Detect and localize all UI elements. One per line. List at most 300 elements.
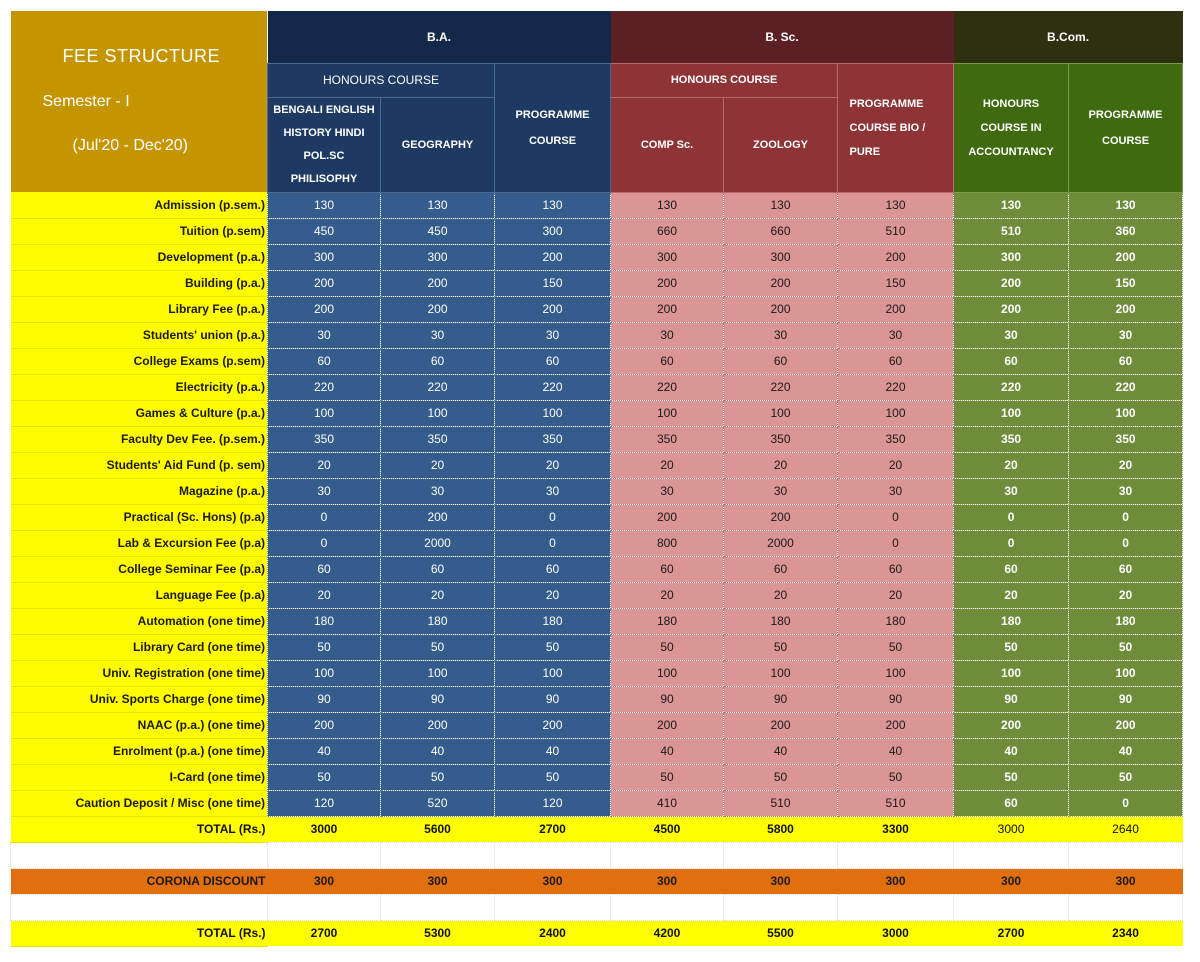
fee-cell: 220 [495, 374, 611, 400]
fee-cell: 20 [838, 452, 954, 478]
semester-label: Semester - I [42, 93, 130, 110]
spacer-cell [611, 842, 724, 868]
fee-cell: 60 [268, 348, 381, 374]
spacer-cell [268, 894, 381, 920]
fee-cell: 90 [954, 686, 1069, 712]
fee-cell: 30 [1069, 478, 1183, 504]
fee-cell: 200 [838, 296, 954, 322]
bsc-programme-text: PROGRAMME COURSE BIO / PURE [849, 97, 926, 158]
fee-cell: 50 [381, 634, 495, 660]
fee-cell: 200 [268, 270, 381, 296]
fee-cell: 20 [838, 582, 954, 608]
fee-cell: 660 [724, 218, 838, 244]
fee-cell: 100 [954, 660, 1069, 686]
fee-row [11, 608, 1183, 634]
fee-cell: 30 [838, 478, 954, 504]
fee-cell: 50 [268, 634, 381, 660]
final-total-row-cell: 4200 [611, 920, 724, 946]
fee-row [11, 218, 1183, 244]
fee-cell: 200 [954, 296, 1069, 322]
fee-cell: 0 [495, 530, 611, 556]
fee-row-label: Lab & Excursion Fee (p.a) [11, 530, 268, 556]
fee-cell: 180 [611, 608, 724, 634]
fee-cell: 40 [1069, 738, 1183, 764]
total-row-cell: 2700 [495, 816, 611, 842]
fee-cell: 200 [611, 712, 724, 738]
fee-row [11, 244, 1183, 270]
fee-cell: 350 [1069, 426, 1183, 452]
fee-row-label: Magazine (p.a.) [11, 478, 268, 504]
fee-cell: 510 [838, 218, 954, 244]
fee-cell: 220 [611, 374, 724, 400]
bsc-honours-header: HONOURS COURSE [611, 63, 838, 97]
fee-cell: 50 [1069, 634, 1183, 660]
fee-row-label: Faculty Dev Fee. (p.sem.) [11, 426, 268, 452]
fee-cell: 200 [724, 270, 838, 296]
fee-cell: 30 [495, 478, 611, 504]
fee-cell: 40 [611, 738, 724, 764]
fee-cell: 510 [954, 218, 1069, 244]
fee-cell: 100 [838, 400, 954, 426]
fee-cell: 20 [724, 582, 838, 608]
fee-cell: 20 [724, 452, 838, 478]
fee-cell: 130 [838, 192, 954, 218]
discount-row-cell: 300 [1069, 868, 1183, 894]
discount-row [11, 868, 1183, 894]
fee-cell: 100 [268, 660, 381, 686]
fee-cell: 300 [611, 244, 724, 270]
fee-cell: 20 [495, 452, 611, 478]
fee-row-label: Development (p.a.) [11, 244, 268, 270]
fee-cell: 0 [838, 504, 954, 530]
fee-cell: 410 [611, 790, 724, 816]
fee-cell: 300 [495, 218, 611, 244]
fee-cell: 20 [954, 452, 1069, 478]
fee-cell: 20 [495, 582, 611, 608]
fee-cell: 40 [268, 738, 381, 764]
final-total-row-cell: 5300 [381, 920, 495, 946]
spacer-cell [1069, 894, 1183, 920]
fee-cell: 50 [495, 634, 611, 660]
fee-row [11, 478, 1183, 504]
spacer-cell [611, 894, 724, 920]
total-row-cell: 5800 [724, 816, 838, 842]
fee-cell: 100 [1069, 660, 1183, 686]
final-total-row-cell: 2700 [954, 920, 1069, 946]
fee-cell: 130 [381, 192, 495, 218]
spacer-cell [724, 842, 838, 868]
bcom-programme-header [1069, 63, 1183, 192]
fee-cell: 0 [268, 530, 381, 556]
fee-cell: 30 [268, 322, 381, 348]
fee-cell: 30 [838, 322, 954, 348]
fee-cell: 100 [611, 400, 724, 426]
fee-cell: 350 [495, 426, 611, 452]
fee-cell: 180 [954, 608, 1069, 634]
title-block [11, 11, 268, 192]
total-row-cell: 3000 [268, 816, 381, 842]
final-total-row-cell: 2340 [1069, 920, 1183, 946]
fee-cell: 0 [838, 530, 954, 556]
fee-cell: 40 [838, 738, 954, 764]
fee-cell: 50 [724, 634, 838, 660]
spacer-cell [724, 894, 838, 920]
fee-cell: 40 [495, 738, 611, 764]
title-heading: FEE STRUCTURE [62, 46, 221, 66]
fee-cell: 100 [381, 400, 495, 426]
fee-cell: 350 [381, 426, 495, 452]
bcom-honours-text: HONOURS COURSE IN ACCOUNTANCY [968, 97, 1054, 158]
fee-cell: 60 [611, 348, 724, 374]
fee-row-label: College Seminar Fee (p.a) [11, 556, 268, 582]
fee-cell: 30 [268, 478, 381, 504]
fee-cell: 20 [381, 582, 495, 608]
final-total-row [11, 920, 1183, 946]
bsc-compsc-header: COMP Sc. [611, 97, 724, 192]
fee-cell: 60 [381, 348, 495, 374]
fee-cell: 20 [268, 582, 381, 608]
fee-row-label: Language Fee (p.a) [11, 582, 268, 608]
bcom-programme-text: PROGRAMME COURSE [1088, 108, 1163, 147]
fee-cell: 200 [381, 296, 495, 322]
fee-cell: 450 [268, 218, 381, 244]
total-row [11, 816, 1183, 842]
fee-row [11, 582, 1183, 608]
fee-cell: 130 [954, 192, 1069, 218]
fee-row-label: Games & Culture (p.a.) [11, 400, 268, 426]
fee-cell: 20 [268, 452, 381, 478]
fee-cell: 510 [724, 790, 838, 816]
fee-row-label: Univ. Sports Charge (one time) [11, 686, 268, 712]
fee-cell: 30 [611, 322, 724, 348]
fee-row [11, 374, 1183, 400]
fee-row [11, 322, 1183, 348]
fee-cell: 200 [381, 504, 495, 530]
fee-cell: 30 [724, 322, 838, 348]
fee-cell: 60 [838, 348, 954, 374]
fee-cell: 60 [268, 556, 381, 582]
fee-cell: 50 [495, 764, 611, 790]
fee-row [11, 296, 1183, 322]
fee-cell: 350 [838, 426, 954, 452]
fee-cell: 60 [495, 556, 611, 582]
fee-cell: 60 [495, 348, 611, 374]
spacer-cell [495, 894, 611, 920]
fee-cell: 120 [268, 790, 381, 816]
fee-cell: 300 [381, 244, 495, 270]
fee-cell: 60 [724, 348, 838, 374]
spacer-cell [381, 894, 495, 920]
fee-cell: 510 [838, 790, 954, 816]
spacer-cell [954, 842, 1069, 868]
final-total-row-cell: 5500 [724, 920, 838, 946]
fee-cell: 50 [954, 764, 1069, 790]
total-row-label: TOTAL (Rs.) [11, 816, 268, 842]
spacer-cell [838, 894, 954, 920]
fee-cell: 130 [611, 192, 724, 218]
fee-row [11, 348, 1183, 374]
fee-cell: 150 [1069, 270, 1183, 296]
fee-cell: 130 [495, 192, 611, 218]
total-row-cell: 3300 [838, 816, 954, 842]
fee-cell: 40 [381, 738, 495, 764]
fee-row [11, 790, 1183, 816]
fee-cell: 200 [954, 712, 1069, 738]
final-total-row-cell: 3000 [838, 920, 954, 946]
fee-cell: 450 [381, 218, 495, 244]
fee-cell: 20 [611, 582, 724, 608]
fee-cell: 360 [1069, 218, 1183, 244]
fee-row [11, 426, 1183, 452]
fee-row-label: Electricity (p.a.) [11, 374, 268, 400]
fee-row [11, 452, 1183, 478]
fee-cell: 200 [954, 270, 1069, 296]
ba-geography-header: GEOGRAPHY [381, 97, 495, 192]
fee-cell: 30 [724, 478, 838, 504]
fee-cell: 200 [724, 296, 838, 322]
fee-cell: 100 [268, 400, 381, 426]
spacer-cell [11, 842, 268, 868]
fee-row-label: Enrolment (p.a.) (one time) [11, 738, 268, 764]
fee-cell: 100 [724, 660, 838, 686]
fee-row [11, 400, 1183, 426]
fee-cell: 200 [268, 296, 381, 322]
fee-cell: 90 [724, 686, 838, 712]
fee-cell: 30 [495, 322, 611, 348]
fee-cell: 20 [1069, 582, 1183, 608]
spacer-cell [954, 894, 1069, 920]
fee-row-label: Students' union (p.a.) [11, 322, 268, 348]
fee-cell: 350 [268, 426, 381, 452]
fee-cell: 200 [495, 244, 611, 270]
fee-cell: 180 [495, 608, 611, 634]
fee-row [11, 660, 1183, 686]
fee-cell: 130 [268, 192, 381, 218]
fee-cell: 0 [954, 504, 1069, 530]
fee-cell: 60 [954, 556, 1069, 582]
fee-cell: 180 [1069, 608, 1183, 634]
bsc-programme-header [838, 63, 954, 192]
fee-cell: 120 [495, 790, 611, 816]
spacer-cell [838, 842, 954, 868]
fee-cell: 300 [268, 244, 381, 270]
fee-cell: 50 [611, 634, 724, 660]
fee-cell: 30 [954, 478, 1069, 504]
fee-cell: 50 [268, 764, 381, 790]
spacer-row [11, 894, 1183, 920]
fee-cell: 200 [268, 712, 381, 738]
fee-cell: 300 [954, 244, 1069, 270]
fee-cell: 220 [1069, 374, 1183, 400]
total-row-cell: 2640 [1069, 816, 1183, 842]
group-header-ba: B.A. [268, 11, 611, 63]
fee-cell: 200 [838, 244, 954, 270]
fee-cell: 90 [381, 686, 495, 712]
discount-row-cell: 300 [268, 868, 381, 894]
ba-programme-text: PROGRAMME COURSE [515, 108, 590, 147]
fee-cell: 50 [724, 764, 838, 790]
fee-cell: 0 [1069, 530, 1183, 556]
fee-cell: 150 [495, 270, 611, 296]
ba-honours-header: HONOURS COURSE [268, 63, 495, 97]
fee-cell: 200 [495, 296, 611, 322]
fee-structure-table [10, 11, 1183, 947]
spacer-row [11, 842, 1183, 868]
fee-cell: 200 [1069, 712, 1183, 738]
fee-row [11, 738, 1183, 764]
fee-row-label: Admission (p.sem.) [11, 192, 268, 218]
fee-cell: 60 [954, 348, 1069, 374]
fee-cell: 350 [724, 426, 838, 452]
fee-cell: 100 [381, 660, 495, 686]
fee-cell: 40 [954, 738, 1069, 764]
fee-cell: 200 [838, 712, 954, 738]
fee-cell: 50 [1069, 764, 1183, 790]
total-row-cell: 4500 [611, 816, 724, 842]
fee-cell: 220 [838, 374, 954, 400]
fee-cell: 60 [1069, 348, 1183, 374]
fee-cell: 180 [724, 608, 838, 634]
fee-cell: 220 [268, 374, 381, 400]
fee-row [11, 192, 1183, 218]
fee-row-label: I-Card (one time) [11, 764, 268, 790]
fee-cell: 100 [838, 660, 954, 686]
fee-row-label: NAAC (p.a.) (one time) [11, 712, 268, 738]
discount-row-cell: 300 [838, 868, 954, 894]
fee-row [11, 634, 1183, 660]
fee-cell: 220 [724, 374, 838, 400]
discount-row-cell: 300 [611, 868, 724, 894]
group-header-bsc: B. Sc. [611, 11, 954, 63]
fee-cell: 30 [1069, 322, 1183, 348]
fee-cell: 200 [381, 712, 495, 738]
fee-cell: 180 [838, 608, 954, 634]
fee-cell: 60 [381, 556, 495, 582]
fee-row-label: Library Card (one time) [11, 634, 268, 660]
fee-cell: 130 [724, 192, 838, 218]
fee-row [11, 504, 1183, 530]
fee-cell: 200 [724, 504, 838, 530]
fee-cell: 50 [838, 634, 954, 660]
final-total-row-label: TOTAL (Rs.) [11, 920, 268, 946]
fee-cell: 30 [381, 478, 495, 504]
fee-row-label: Library Fee (p.a.) [11, 296, 268, 322]
fee-cell: 200 [611, 504, 724, 530]
fee-row-label: Tuition (p.sem) [11, 218, 268, 244]
final-total-row-cell: 2400 [495, 920, 611, 946]
fee-cell: 40 [724, 738, 838, 764]
fee-cell: 200 [724, 712, 838, 738]
fee-cell: 50 [838, 764, 954, 790]
fee-cell: 350 [954, 426, 1069, 452]
fee-cell: 520 [381, 790, 495, 816]
fee-cell: 0 [1069, 504, 1183, 530]
fee-cell: 100 [611, 660, 724, 686]
fee-row-label: College Exams (p.sem) [11, 348, 268, 374]
fee-cell: 660 [611, 218, 724, 244]
ba-honours-subjects-text: BENGALI ENGLISH HISTORY HINDI POL.SC PHILISOPHY [273, 103, 375, 185]
fee-cell: 200 [611, 296, 724, 322]
fee-cell: 50 [381, 764, 495, 790]
bsc-zoology-header: ZOOLOGY [724, 97, 838, 192]
fee-row-label: Practical (Sc. Hons) (p.a) [11, 504, 268, 530]
total-row-cell: 3000 [954, 816, 1069, 842]
fee-cell: 200 [495, 712, 611, 738]
fee-cell: 50 [611, 764, 724, 790]
fee-row [11, 686, 1183, 712]
discount-row-cell: 300 [495, 868, 611, 894]
final-total-row-cell: 2700 [268, 920, 381, 946]
fee-cell: 2000 [724, 530, 838, 556]
fee-row-label: Caution Deposit / Misc (one time) [11, 790, 268, 816]
fee-cell: 60 [724, 556, 838, 582]
fee-cell: 90 [611, 686, 724, 712]
fee-cell: 180 [268, 608, 381, 634]
spacer-cell [268, 842, 381, 868]
spacer-cell [495, 842, 611, 868]
fee-cell: 100 [954, 400, 1069, 426]
group-header-bcom: B.Com. [954, 11, 1183, 63]
fee-row [11, 530, 1183, 556]
fee-cell: 2000 [381, 530, 495, 556]
fee-cell: 90 [838, 686, 954, 712]
fee-cell: 800 [611, 530, 724, 556]
fee-cell: 0 [1069, 790, 1183, 816]
fee-cell: 90 [1069, 686, 1183, 712]
fee-cell: 60 [954, 790, 1069, 816]
fee-cell: 100 [495, 400, 611, 426]
fee-row-label: Students' Aid Fund (p. sem) [11, 452, 268, 478]
bcom-honours-header [954, 63, 1069, 192]
fee-cell: 60 [838, 556, 954, 582]
fee-cell: 20 [381, 452, 495, 478]
fee-cell: 30 [381, 322, 495, 348]
session-period: (Jul'20 - Dec'20) [72, 137, 188, 154]
spacer-cell [11, 894, 268, 920]
fee-row-label: Univ. Registration (one time) [11, 660, 268, 686]
fee-cell: 0 [954, 530, 1069, 556]
fee-cell: 0 [268, 504, 381, 530]
fee-cell: 100 [724, 400, 838, 426]
total-row-cell: 5600 [381, 816, 495, 842]
fee-cell: 200 [611, 270, 724, 296]
fee-cell: 100 [1069, 400, 1183, 426]
fee-cell: 20 [954, 582, 1069, 608]
fee-row [11, 764, 1183, 790]
fee-cell: 20 [611, 452, 724, 478]
discount-row-cell: 300 [954, 868, 1069, 894]
fee-cell: 50 [954, 634, 1069, 660]
spacer-cell [1069, 842, 1183, 868]
fee-cell: 60 [611, 556, 724, 582]
spacer-cell [381, 842, 495, 868]
fee-cell: 60 [1069, 556, 1183, 582]
fee-cell: 200 [381, 270, 495, 296]
fee-row [11, 712, 1183, 738]
fee-cell: 300 [724, 244, 838, 270]
fee-row [11, 556, 1183, 582]
discount-row-cell: 300 [381, 868, 495, 894]
ba-programme-header [495, 63, 611, 192]
fee-cell: 100 [495, 660, 611, 686]
fee-cell: 220 [954, 374, 1069, 400]
fee-row [11, 270, 1183, 296]
fee-cell: 220 [381, 374, 495, 400]
fee-cell: 200 [1069, 296, 1183, 322]
fee-row-label: Building (p.a.) [11, 270, 268, 296]
fee-cell: 30 [611, 478, 724, 504]
fee-row-label: Automation (one time) [11, 608, 268, 634]
